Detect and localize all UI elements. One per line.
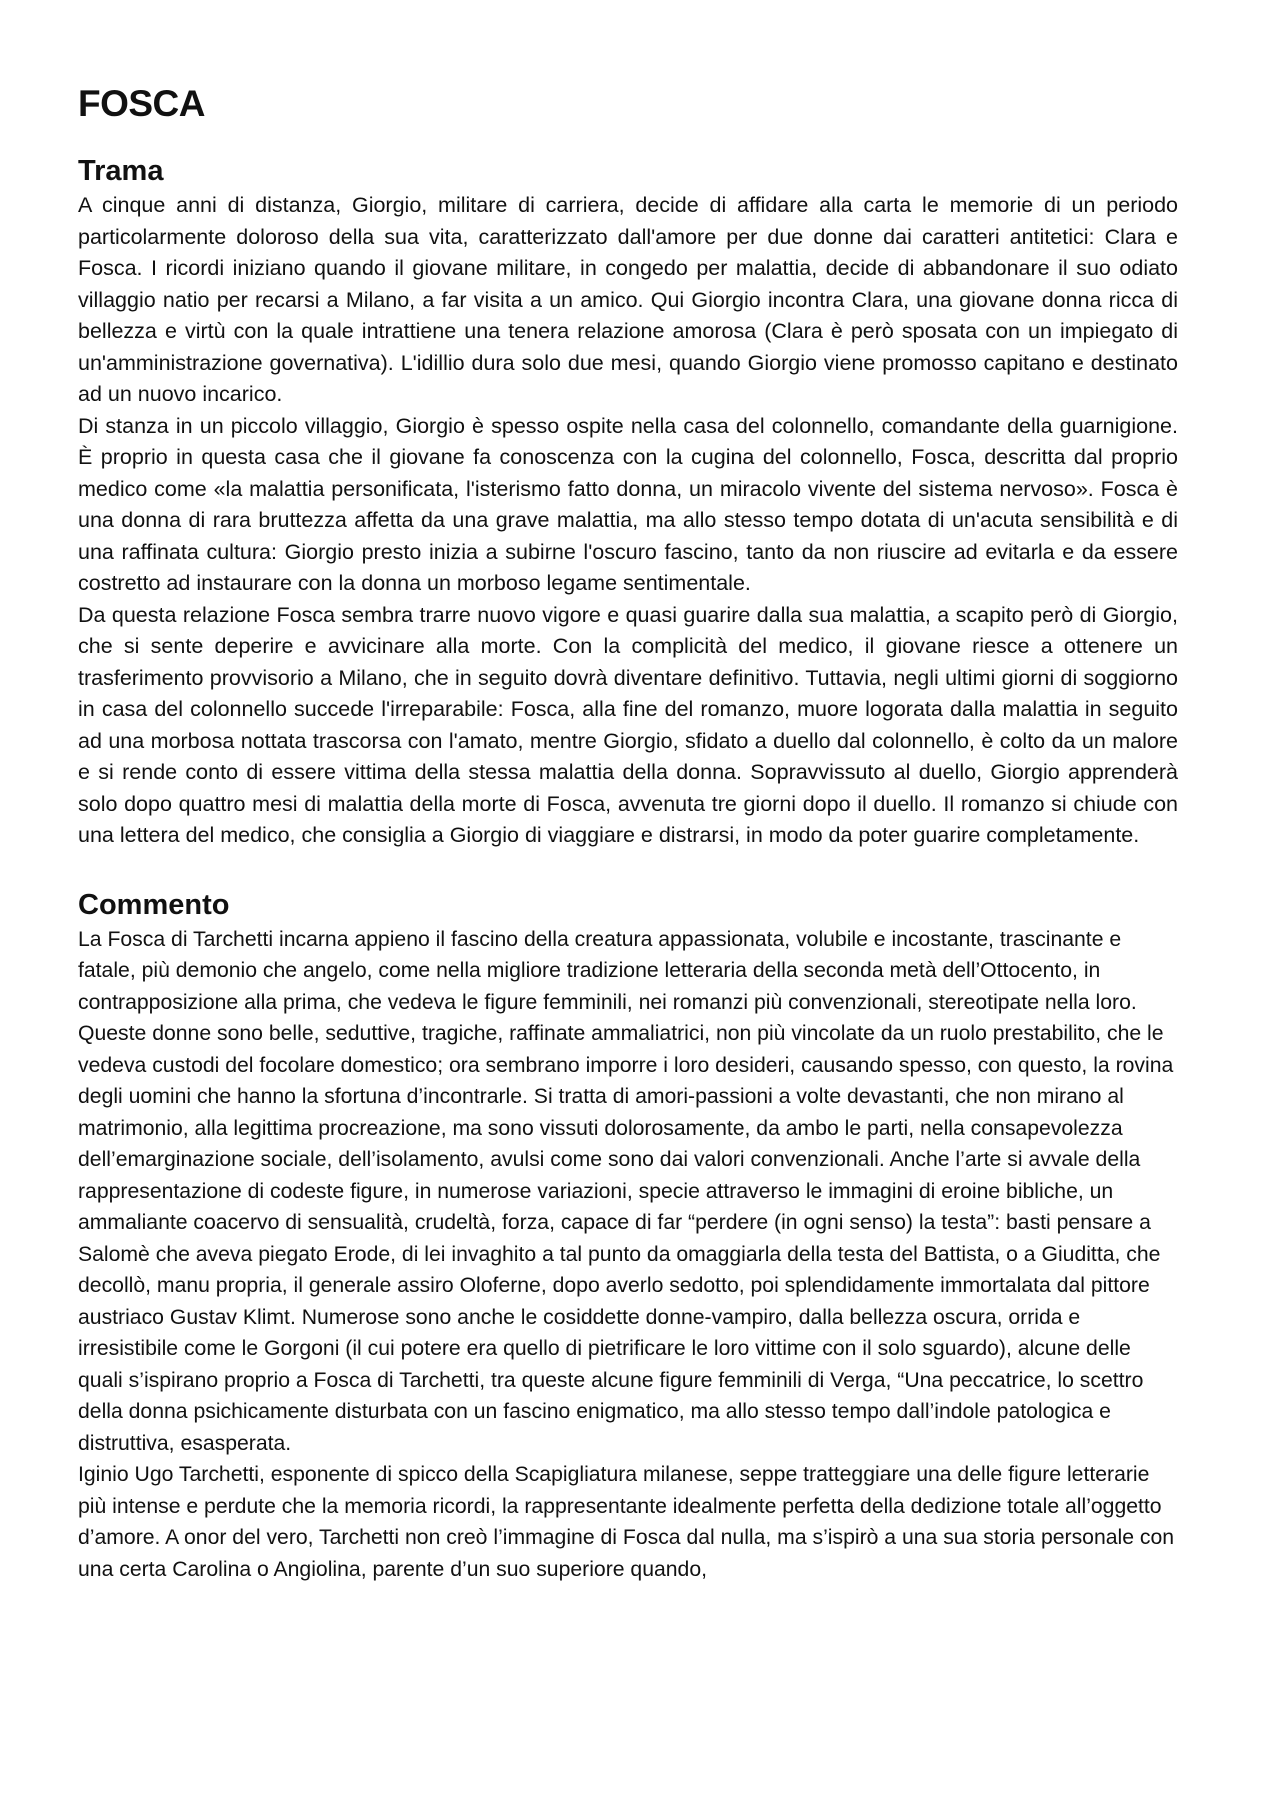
document-page xyxy=(78,80,1178,1585)
paragraph: Da questa relazione Fosca sembra trarre nuovo vigore e quasi guarire dalla sua malattia, a scapito però di Giorgio, che si sente deperire e avvicinare alla morte. Con la complicità del medico, il giovane riesce a ottenere un trasferimento provvisorio a Milano, che in seguito dovrà diventare definitivo. Tuttavia, negli ultimi giorni di soggiorno in casa del colonnello succede l'irreparabile: Fosca, alla fine del romanzo, muore logorata dalla malattia in seguito ad una morbosa nottata trascorsa con l'amato, mentre Giorgio, sfidato a duello dal colonnello, è colto da un malore e si rende conto di essere vittima della stessa malattia della donna. Sopravvissuto al duello, Giorgio apprenderà solo dopo quattro mesi di malattia della morte di Fosca, avvenuta tre giorni dopo il duello. Il romanzo si chiude con una lettera del medico, che consiglia a Giorgio di viaggiare e distrarsi, in modo da poter guarire completamente. xyxy=(78,602,1178,847)
document-title: FOSCA xyxy=(78,83,205,124)
paragraph: La Fosca di Tarchetti incarna appieno il fascino della creatura appassionata, volubile e incostante, trascinante e fatale, più demonio che angelo, come nella migliore tradizione letteraria della seconda metà dell’Ottocento, in contrapposizione alla prima, che vedeva le figure femminili, nei romanzi più convenzionali, stereotipate nella loro. Queste donne sono belle, seduttive, tragiche, raffinate ammaliatrici, non più vincolate da un ruolo prestabilito, che le vedeva custodi del focolare domestico; ora sembrano imporre i loro desideri, causando spesso, con questo, la rovina degli uomini che hanno la sfortuna d’incontrarle. Si tratta di amori-passioni a volte devastanti, che non mirano al matrimonio, alla legittima procreazione, ma sono vissuti dolorosamente, da ambo le parti, nella consapevolezza dell’emarginazione sociale, dell’isolamento, avulsi come sono dai valori convenzionali. Anche l’arte si avvale della rappresentazione di codeste figure, in numerose variazioni, specie attraverso le immagini di eroine bibliche, un ammaliante coacervo di sensualità, crudeltà, forza, capace di far “perdere (in ogni senso) la testa”: basti pensare a Salomè che aveva piegato Erode, di lei invaghito a tal punto da omaggiarla della testa del Battista, o a Giuditta, che decollò, manu propria, il generale assiro Oloferne, dopo averlo sedotto, poi splendidamente immortalata dal pittore austriaco Gustav Klimt. Numerose sono anche le cosiddette donne-vampiro, dalla bellezza oscura, orrida e irresistibile come le Gorgoni (il cui potere era quello di pietrificare le loro vittime con il solo sguardo), alcune delle quali s’ispirano proprio a Fosca di Tarchetti, tra queste alcune figure femminili di Verga, “Una peccatrice, lo scettro della donna psichicamente disturbata con un fascino enigmatico, ma allo stesso tempo dall’indole patologica e distruttiva, esasperata. xyxy=(78,927,1174,1455)
section-trama xyxy=(78,152,1178,852)
paragraph: Iginio Ugo Tarchetti, esponente di spicco della Scapigliatura milanese, seppe tratteggiare una delle figure letterarie più intense e perdute che la memoria ricordi, la rappresentante idealmente perfetta della dedizione totale all’oggetto d’amore. A onor del vero, Tarchetti non creò l’immagine di Fosca dal nulla, ma s’ispirò a una sua storia personale con una certa Carolina o Angiolina, parente d’un suo superiore quando, xyxy=(78,1463,1175,1581)
section-commento xyxy=(78,886,1178,1586)
section-heading-commento: Commento xyxy=(78,888,230,921)
paragraph: A cinque anni di distanza, Giorgio, militare di carriera, decide di affidare alla carta le memorie di un periodo particolarmente doloroso della sua vita, caratterizzato dall'amore per due donne dai caratteri antitetici: Clara e Fosca. I ricordi iniziano quando il giovane militare, in congedo per malattia, decide di abbandonare il suo odiato villaggio natio per recarsi a Milano, a far visita a un amico. Qui Giorgio incontra Clara, una giovane donna ricca di bellezza e virtù con la quale intrattiene una tenera relazione amorosa (Clara è però sposata con un impiegato di un'amministrazione governativa). L'idillio dura solo due mesi, quando Giorgio viene promosso capitano e destinato ad un nuovo incarico. xyxy=(78,193,1178,406)
section-heading-trama: Trama xyxy=(78,155,164,187)
paragraph: Di stanza in un piccolo villaggio, Giorgio è spesso ospite nella casa del colonnello, comandante della guarnigione. È proprio in questa casa che il giovane fa conoscenza con la cugina del colonnello, Fosca, descritta dal proprio medico come «la malattia personificata, l'isterismo fatto donna, un miracolo vivente del sistema nervoso». Fosca è una donna di rara bruttezza affetta da una grave malattia, ma allo stesso tempo dotata di un'acuta sensibilità e di una raffinata cultura: Giorgio presto inizia a subirne l'oscuro fascino, tanto da non riuscire ad evitarla e da essere costretto ad instaurare con la donna un morboso legame sentimentale. xyxy=(78,413,1178,595)
